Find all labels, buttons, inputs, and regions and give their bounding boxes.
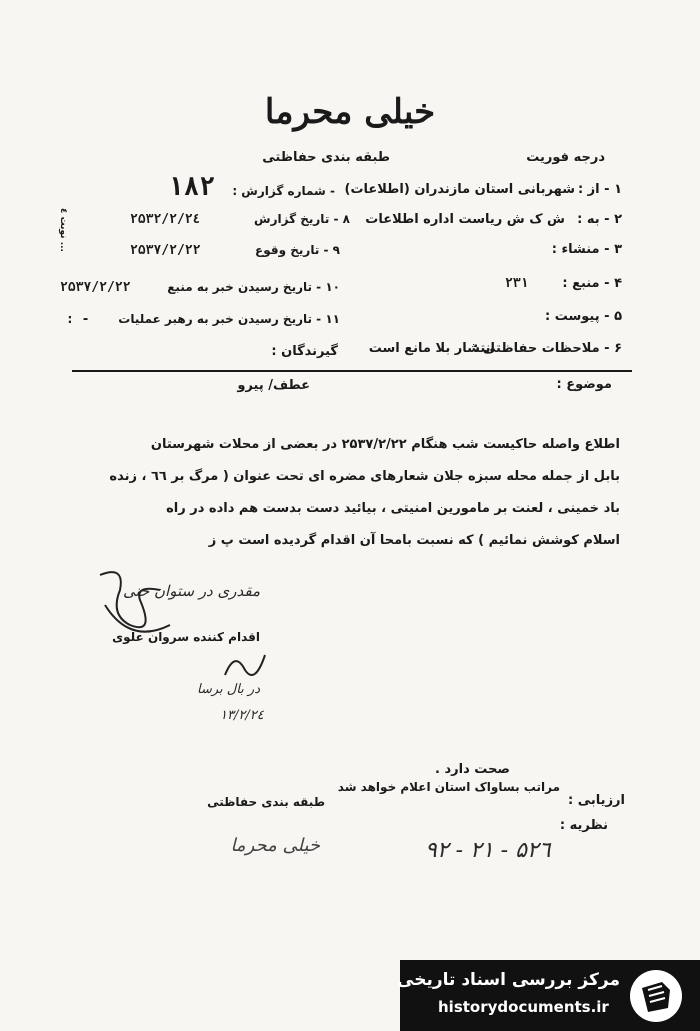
attachment-label: ۵ - پیوست : — [545, 309, 622, 324]
action-officer-line: اقدام کننده سروان علوی — [112, 630, 260, 644]
report-no-label: - شماره گزارش : — [232, 184, 335, 198]
occurrence-date-value: ۲۵۳۷/۲/۲۲ — [130, 243, 201, 258]
received-source-value: ۲۵۳۷/۲/۲۲ — [60, 280, 131, 295]
watermark-url: historydocuments.ir — [438, 998, 609, 1016]
watermark-name: مرکز بررسی اسناد تاریخی — [397, 970, 620, 990]
document-scroll-icon — [628, 968, 684, 1024]
source-label: ۴ - منبع : — [562, 276, 622, 291]
classification-label: طبقه بندی حفاظتی — [262, 150, 390, 165]
body-line-3: باد خمینی ، لعنت بر مامورین امنیتی ، بیائید دست بدست هم داده در راه — [166, 501, 620, 516]
subject-label: موضوع : — [556, 377, 612, 392]
occurrence-date-label: ۹ - تاریخ وقوع — [255, 243, 340, 257]
body-line-1: اطلاع واصله حاکیست شب هنگام ۲۵۳۷/۲/۲۲ در بعضی از محلات شهرستان — [150, 437, 620, 452]
handwritten-note-2: در بال برسا — [196, 682, 260, 697]
side-mark: نوبت ٤ ... — [58, 208, 68, 252]
body-line-4: اسلام کوشش نمائیم ) که نسبت بامحا آن اقدام گردیده است پ ز — [208, 533, 620, 548]
from-value: شهربانی استان مازندران (اطلاعات) — [344, 182, 575, 197]
to-value: ش ک ش ریاست اداره اطلاعات — [365, 212, 565, 227]
archive-number: ۹۲ - ۲۱ - ۵۲٦ — [425, 838, 551, 863]
received-leader-value: : - — [66, 312, 90, 327]
report-date-label: ۸ - تاریخ گزارش — [254, 212, 350, 226]
assessment-label: ارزیابی : — [568, 793, 625, 808]
source-value: ۲۳۱ — [505, 276, 529, 291]
security-notes-value: انتشار بلا مانع است — [368, 341, 495, 356]
footer-classification: طبقه بندی حفاظتی — [207, 795, 325, 809]
handwritten-stamp: خیلی محرما — [230, 835, 320, 856]
subject-value: عطف/ پیرو — [237, 378, 310, 393]
security-notes-label: ۶ - ملاحظات حفاظتی : — [473, 341, 622, 356]
recipients-label: گیرندگان : — [271, 344, 338, 359]
opinion-label: نظریه : — [559, 818, 608, 833]
header-divider — [72, 370, 632, 372]
received-leader-label: ۱۱ - تاریخ رسیدن خبر به رهبر عملیات — [118, 312, 340, 326]
received-source-label: ۱۰ - تاریخ رسیدن خبر به منبع — [167, 280, 340, 294]
handwritten-date: ۱۳/۲/۲٤ — [220, 708, 264, 723]
from-label: ۱ - از : — [577, 182, 622, 197]
assessment-value: مراتب بساواک استان اعلام خواهد شد — [337, 780, 560, 794]
report-no-value: ۱۸۲ — [168, 172, 215, 202]
report-date-value: ۲۵۳۲/۲/۲٤ — [130, 212, 201, 227]
body-line-2: بابل از جمله محله سبزه جلان شعارهای مضره ای تحت عنوان ( مرگ بر ٦٦ ، زنده — [109, 469, 620, 484]
signature-scribble-2 — [215, 645, 275, 685]
origin-label: ۳ - منشاء : — [551, 242, 622, 257]
to-label: ۲ - به : — [577, 212, 622, 227]
document-title: خیلی محرما — [264, 92, 436, 132]
urgency-label: درجه فوریت — [526, 150, 605, 165]
handwritten-note-1: مقدری در ستوان خنی — [122, 582, 260, 600]
confirmation-text: صحت دارد . — [435, 762, 510, 777]
